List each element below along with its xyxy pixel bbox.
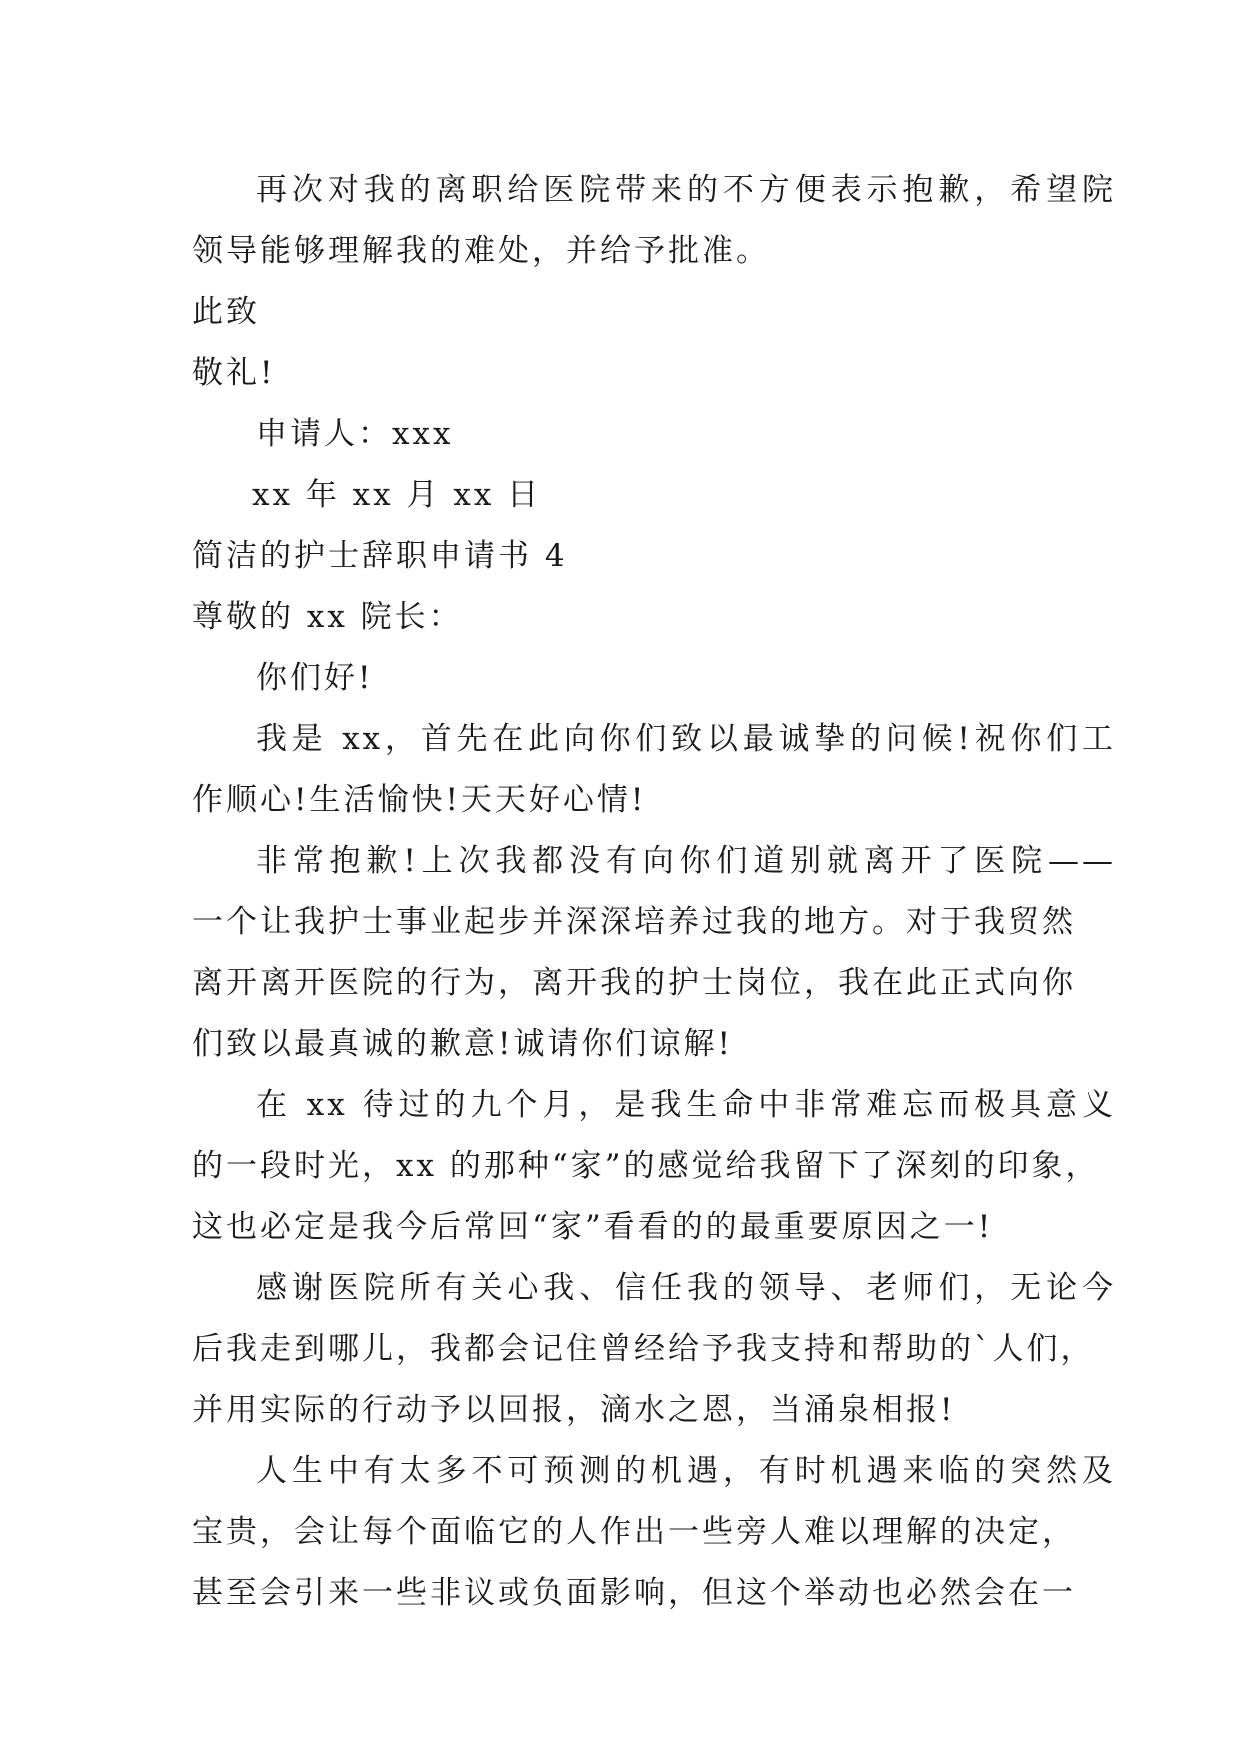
signature-date: xx 年 xx 月 xx 日 (252, 477, 542, 513)
section-title: 简洁的护士辞职申请书 4 (192, 538, 568, 574)
paragraph-line: 我是 xx，首先在此向你们致以最诚挚的问候!祝你们工 (256, 721, 1116, 757)
paragraph-line: 领导能够理解我的难处，并给予批准。 (192, 233, 770, 269)
greeting-line: 你们好! (256, 660, 374, 696)
paragraph-line: 再次对我的离职给医院带来的不方便表示抱歉，希望院 (256, 172, 1116, 208)
paragraph-line: 这也必定是我今后常回“家”看看的的最重要原因之一! (192, 1209, 994, 1245)
paragraph-line: 宝贵，会让每个面临它的人作出一些旁人难以理解的决定， (192, 1514, 1076, 1550)
applicant-signature: 申请人：xxx (256, 416, 454, 452)
paragraph-line: 的一段时光，xx 的那种“家”的感觉给我留下了深刻的印象， (192, 1148, 1100, 1184)
paragraph-line: 作顺心!生活愉快!天天好心情! (192, 782, 647, 818)
paragraph-line: 离开离开医院的行为，离开我的护士岗位，我在此正式向你 (192, 965, 1076, 1001)
closing-salutation: 此致 (192, 294, 260, 330)
letter-greeting: 尊敬的 xx 院长： (192, 599, 463, 635)
paragraph-line: 在 xx 待过的九个月，是我生命中非常难忘而极具意义 (256, 1087, 1116, 1123)
document-body (192, 160, 1116, 1624)
paragraph-line: 人生中有太多不可预测的机遇，有时机遇来临的突然及 (256, 1453, 1116, 1489)
paragraph-line: 非常抱歉!上次我都没有向你们道别就离开了医院—— (256, 843, 1116, 879)
paragraph-line: 并用实际的行动予以回报，滴水之恩，当涌泉相报! (192, 1392, 956, 1428)
paragraph-line: 一个让我护士事业起步并深深培养过我的地方。对于我贸然 (192, 904, 1076, 940)
paragraph-line: 感谢医院所有关心我、信任我的领导、老师们，无论今 (256, 1270, 1116, 1306)
paragraph-line: 后我走到哪儿，我都会记住曾经给予我支持和帮助的`人们， (192, 1331, 1095, 1367)
paragraph-line: 甚至会引来一些非议或负面影响，但这个举动也必然会在一 (192, 1575, 1076, 1611)
closing-regards: 敬礼! (192, 355, 276, 391)
paragraph-line: 们致以最真诚的歉意!诚请你们谅解! (192, 1026, 733, 1062)
